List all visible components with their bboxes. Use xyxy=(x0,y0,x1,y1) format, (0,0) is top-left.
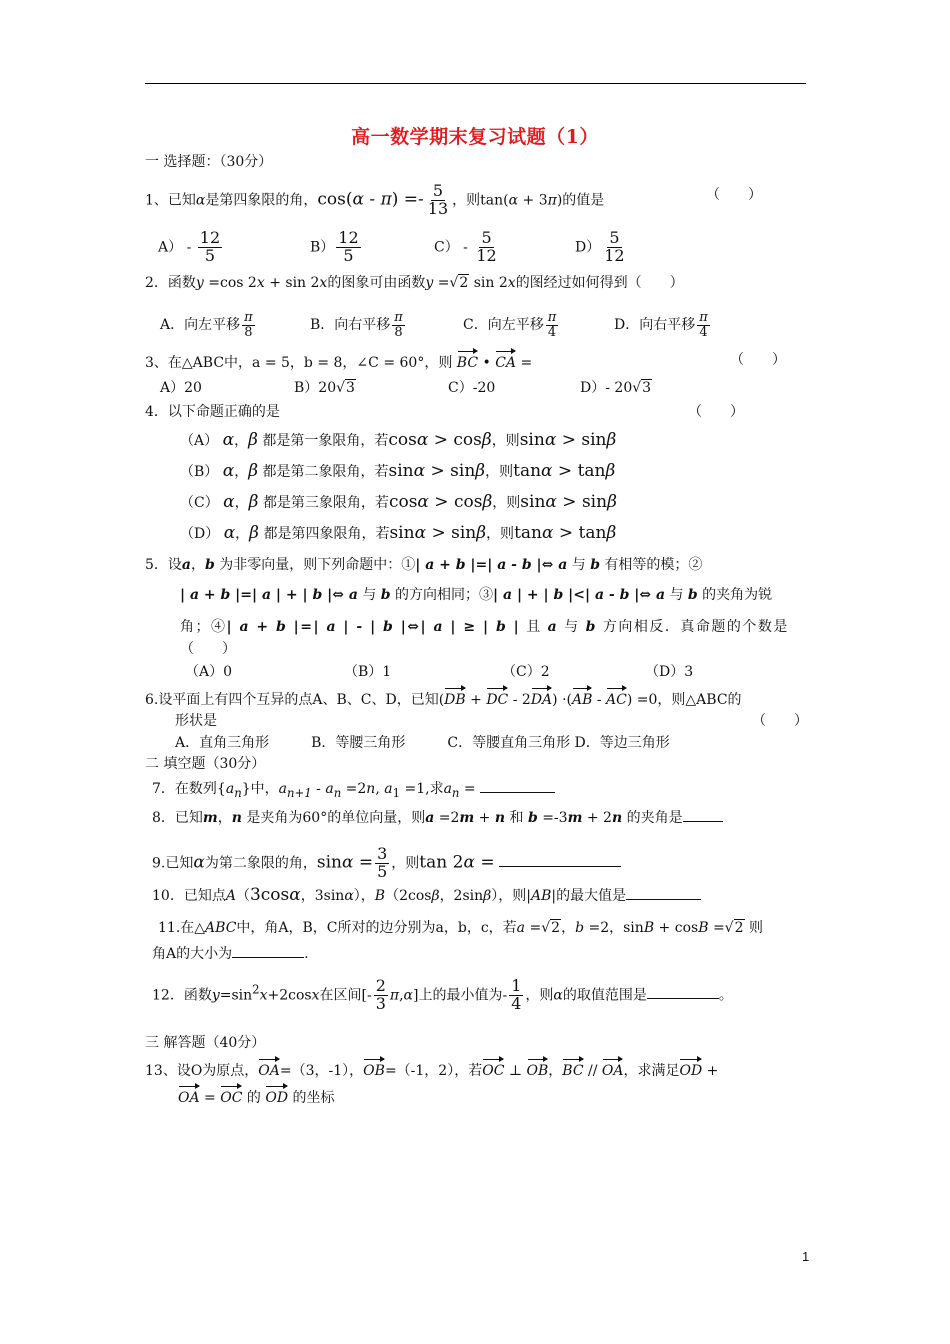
question-6-answer-bracket: （ ） xyxy=(752,713,808,729)
question-4: 4．以下命题正确的是 xyxy=(145,404,280,420)
question-2-option-d: D．向右平移 $\frac{\pi}{4}$ xyxy=(614,310,708,340)
question-6-options: A．直角三角形 B．等腰三角形 C．等腰直角三角形 D．等边三角形 xyxy=(175,735,670,751)
question-1-option-b: B） $\frac{12}{5}$ xyxy=(310,228,359,265)
question-6-line-2: 形状是 xyxy=(175,713,217,729)
question-2-option-b: B．向右平移 $\frac{\pi}{8}$ xyxy=(310,310,403,340)
question-10: 10．已知点A（3cosα，3sinα），B（2cosβ，2sinβ），则|AB|的最大值是 xyxy=(152,885,701,906)
question-4-option-c: （C） α，β 都是第三象限角，若cosα > cosβ，则sinα > sinβ xyxy=(180,492,617,512)
question-4-option-a: （A） α，β 都是第一象限角，若cosα > cosβ，则sinα > sinβ xyxy=(180,430,617,450)
page-title: 高一数学期末复习试题（1） xyxy=(351,126,599,148)
question-13-line-2: OA = OC 的 OD 的坐标 xyxy=(178,1085,335,1108)
section-heading-choice: 一 选择题：（30分） xyxy=(145,154,273,170)
question-1-option-a: A） - $\frac{12}{5}$ xyxy=(158,228,221,265)
top-rule xyxy=(145,83,806,84)
question-5-line-2: | a + b |=| a | + | b |⇔ a 与 b 的方向相同；③| a | + | b |<| a - b |⇔ a 与 b 的夹角为锐 xyxy=(180,587,773,603)
question-5-line-3: 角；④| a + b |=| a | - | b |⇔| a | ≥ | b | 且 a 与 b 方向相反．真命题的个数是 xyxy=(180,619,789,635)
question-1: 1、已知α是第四象限的角，cos(α - π) =- $\frac{5}{13}$ ，则tan(α + 3π)的值是 xyxy=(145,181,605,218)
question-5-line-1: 5．设a，b 为非零向量，则下列命题中：①| a + b |=| a - b |⇔ a 与 b 有相等的模；② xyxy=(145,557,703,573)
question-8: 8．已知m，n 是夹角为60°的单位向量，则a =2m + n 和 b =-3m + 2n 的夹角是 xyxy=(152,808,723,828)
section-heading-fill: 二 填空题（30分） xyxy=(145,756,266,772)
question-1-answer-bracket: （ ） xyxy=(706,187,762,203)
question-5-option-b: （B）1 xyxy=(344,664,392,680)
question-3: 3、在△ABC中，a = 5，b = 8，∠C = 60°，则 BC • CA = xyxy=(145,350,532,373)
question-5-option-c: （C）2 xyxy=(502,664,550,680)
question-7: 7．在数列$\{a_n\}$中，$a_{n+1} - a_n =2n$, $a_1 =1$,求$a_n$ = xyxy=(152,779,555,803)
question-2-option-c: C．向左平移 $\frac{\pi}{4}$ xyxy=(463,310,557,340)
question-2-option-a: A．向左平移 $\frac{\pi}{8}$ xyxy=(160,310,253,340)
question-3-option-a: A）20 xyxy=(160,380,202,396)
question-12: 12．函数$y=\sin^2x+2\cos x$在区间[- $\frac{2}{3}$ π,α]上的最小值为- $\frac{1}{4}$ ，则α的取值范围是 。 xyxy=(152,976,733,1013)
question-4-option-b: （B） α，β 都是第二象限角，若sinα > sinβ，则tanα > tanβ xyxy=(180,461,616,481)
question-4-option-d: （D） α，β 都是第四象限角，若sinα > sinβ，则tanα > tanβ xyxy=(180,523,617,543)
question-11-line-2: 角A的大小为 . xyxy=(152,946,309,962)
question-13-line-1: 13、设O为原点，OA=（3，-1），OB=（-1，2），若OC ⊥ OB，BC // OA，求满足OD + xyxy=(145,1058,718,1081)
question-1-option-d: D） $\frac{5}{12}$ xyxy=(575,228,625,265)
question-11-line-1: 11.在△ABC中，角A，B，C所对的边分别为a，b，c，若a =√2，b =2，sinB + cosB =√2 则 xyxy=(158,920,763,936)
question-3-answer-bracket: （ ） xyxy=(730,352,786,368)
section-heading-solve: 三 解答题（40分） xyxy=(145,1035,266,1051)
question-2: 2．函数y =cos 2x + sin 2x的图象可由函数y =√2 sin 2x的图经过如何得到（ ） xyxy=(145,275,684,291)
question-1-option-c: C） - $\frac{5}{12}$ xyxy=(434,228,497,265)
question-4-answer-bracket: （ ） xyxy=(688,404,744,420)
question-5-option-d: （D）3 xyxy=(645,664,694,680)
question-9: 9.已知α为第二象限的角，sinα = $\frac{3}{5}$ ，则tan 2α = xyxy=(152,846,621,881)
question-3-option-b: B）20√3 xyxy=(294,380,355,396)
question-5-option-a: （A）0 xyxy=(185,664,233,680)
question-6-line-1: 6.设平面上有四个互异的点A、B、C、D，已知(DB + DC - 2DA) ·(AB - AC) =0，则△ABC的 xyxy=(145,687,742,710)
question-3-option-c: C）-20 xyxy=(448,380,496,396)
page-number: 1 xyxy=(802,1249,810,1264)
question-3-option-d: D）- 20√3 xyxy=(580,380,652,396)
question-5-answer-bracket: （ ） xyxy=(180,641,236,657)
